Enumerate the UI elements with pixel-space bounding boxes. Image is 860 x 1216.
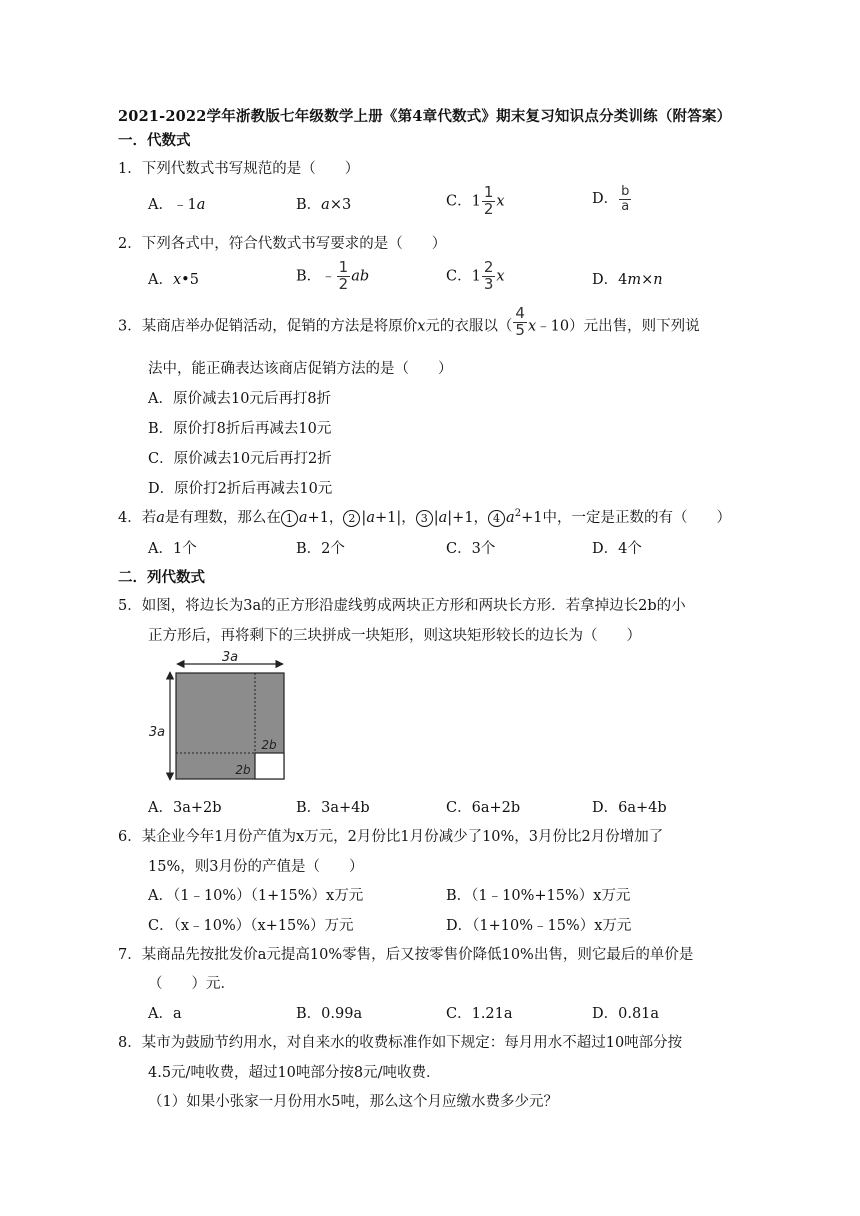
question-6-option-d: D．（1+10%﹣15%）x万元 xyxy=(446,918,632,934)
stem-part: 4．若 xyxy=(118,510,157,526)
question-4-stem: 4．若a是有理数，那么在 1 a+1， 2 |a+1|， 3 |a|+1， 4 $a^2+1$中，一定是正数的有（ ） xyxy=(118,508,731,526)
stem-part: ﹣10）元出售，则下列说 xyxy=(536,318,700,335)
circled-number-2: 2 xyxy=(343,510,360,527)
option-text: ﹣1 xyxy=(172,197,197,213)
fraction-numerator: 1 xyxy=(483,183,494,201)
exponent: 2 xyxy=(514,508,522,520)
left-side-label: 3a xyxy=(148,725,166,740)
option-text: ×3 xyxy=(329,197,352,213)
fraction-denominator: 2 xyxy=(338,274,349,293)
stem-part: 是有理数，那么在 xyxy=(164,510,281,526)
question-5-option-d: D．6a+4b xyxy=(592,800,667,816)
option-label: C． xyxy=(446,268,472,285)
question-8-stem-line-2: 4.5元/吨收费，超过10吨部分按8元/吨收费． xyxy=(148,1065,441,1081)
circled-number-4: 4 xyxy=(488,510,505,527)
stem-part: 元的衣服以（ xyxy=(425,318,513,335)
question-4-option-a: A．1个 xyxy=(148,541,197,557)
fraction-denominator: 3 xyxy=(483,274,494,293)
document-title: 2021-2022学年浙教版七年级数学上册《第4章代数式》期末复习知识点分类训练（附答案） xyxy=(118,108,732,125)
circled-number-1: 1 xyxy=(281,510,298,527)
mixed-number-whole: 1 xyxy=(471,193,481,210)
inner-2b-label: 2b xyxy=(261,738,277,752)
section-heading-algebraic-expressions: 一．代数式 xyxy=(118,132,191,149)
question-6-option-c: C．（x﹣10%）（x+15%）万元 xyxy=(148,918,354,934)
stem-part: |+1， xyxy=(447,510,489,526)
stem-part: +1|， xyxy=(374,510,416,526)
question-1-option-a: A．﹣1a xyxy=(148,197,206,213)
question-3-option-d: D．原价打2折后再减去10元 xyxy=(148,481,333,497)
stem-part: 3．某商店举办促销活动，促销的方法是将原价 xyxy=(118,318,418,335)
question-3-stem: 3．某商店举办促销活动，促销的方法是将原价x元的衣服以（ $\frac{4}{5}$ x﹣10）元出售，则下列说 xyxy=(118,304,700,339)
question-7-option-b: B．0.99a xyxy=(296,1006,363,1022)
question-2-stem: 2．下列各式中，符合代数式书写要求的是（ ） xyxy=(118,236,447,252)
question-4-option-d: D．4个 xyxy=(592,541,642,557)
question-1-stem: 1．下列代数式书写规范的是（ ） xyxy=(118,161,360,177)
option-label: D． xyxy=(592,191,619,208)
option-text: •5 xyxy=(181,272,199,288)
stem-part: +1， xyxy=(307,510,344,526)
question-5-stem: 5．如图，将边长为3a的正方形沿虚线剪成两块正方形和两块长方形．若拿掉边长2b的小 xyxy=(118,598,686,614)
stem-part: | xyxy=(433,510,439,526)
option-text: 4 xyxy=(618,272,628,288)
fraction-denominator: 5 xyxy=(515,320,525,339)
stem-part: | xyxy=(361,510,367,526)
question-2-option-a: A．x•5 xyxy=(148,272,199,288)
question-3-stem-line-2: 法中，能正确表达该商店促销方法的是（ ） xyxy=(148,361,453,377)
question-8-stem: 8．某市为鼓励节约用水，对自来水的收费标准作如下规定：每月用水不超过10吨部分按 xyxy=(118,1035,683,1051)
question-2-option-b: B．﹣ $\frac{1}{2}$ ab xyxy=(296,258,370,293)
top-side-label: 3a xyxy=(221,650,239,665)
question-7-option-a: A．a xyxy=(148,1006,182,1022)
mixed-number-whole: 1 xyxy=(471,268,481,285)
fraction-numerator: 1 xyxy=(338,258,349,276)
fraction-denominator: a xyxy=(621,198,630,214)
option-label: A． xyxy=(148,272,173,288)
removed-small-square xyxy=(255,753,284,779)
fraction xyxy=(337,260,351,293)
question-5-option-c: C．6a+2b xyxy=(446,800,521,816)
question-5-option-b: B．3a+4b xyxy=(296,800,370,816)
question-7-stem: 7．某商品先按批发价a元提高10%零售，后又按零售价降低10%出售，则它最后的单价是 xyxy=(118,947,694,963)
times-sign: × xyxy=(641,272,654,288)
question-1-option-b: B．a×3 xyxy=(296,197,352,213)
question-8-subquestion-1: （1）如果小张家一月份用水5吨，那么这个月应缴水费多少元？ xyxy=(148,1094,558,1110)
question-3-option-c: C．原价减去10元后再打2折 xyxy=(148,451,332,467)
question-4-option-c: C．3个 xyxy=(446,541,496,557)
section-heading-forming-expressions: 二．列代数式 xyxy=(118,569,205,586)
question-6-option-a: A．（1﹣10%）（1+15%）x万元 xyxy=(148,888,364,904)
square-cut-figure xyxy=(146,648,296,783)
option-label: D． xyxy=(592,272,619,288)
fraction-numerator: b xyxy=(621,184,630,199)
fraction-numerator: 2 xyxy=(483,258,494,276)
question-1-option-c: C．1 $\frac{1}{2}$ x xyxy=(446,183,505,218)
fraction xyxy=(482,260,496,293)
question-6-stem-line-2: 15%，则3月份的产值是（ ） xyxy=(148,859,364,875)
option-label: B． xyxy=(296,197,322,213)
stem-part: +1中，一定是正数的有（ ） xyxy=(521,510,731,526)
question-3-option-b: B．原价打8折后再减去10元 xyxy=(148,421,332,437)
option-label: A． xyxy=(148,197,173,213)
question-6-stem: 6．某企业今年1月份产值为x万元，2月份比1月份减少了10%，3月份比2月份增加了 xyxy=(118,829,664,845)
minus-sign: ﹣ xyxy=(321,268,336,285)
question-2-option-c: C．1 $\frac{2}{3}$ x xyxy=(446,258,505,293)
fraction-numerator: 4 xyxy=(515,304,525,322)
question-7-option-c: C．1.21a xyxy=(446,1006,513,1022)
fraction-denominator: 2 xyxy=(483,199,494,218)
question-2-option-d: D．4m×n xyxy=(592,272,663,288)
question-4-option-b: B．2个 xyxy=(296,541,345,557)
question-1-option-d xyxy=(592,185,632,213)
question-3-option-a: A．原价减去10元后再打8折 xyxy=(148,391,332,407)
square-cut-diagram xyxy=(146,648,296,783)
bottom-2b-label: 2b xyxy=(235,763,251,777)
fraction xyxy=(513,306,527,339)
fraction xyxy=(619,185,631,213)
circled-number-3: 3 xyxy=(416,510,433,527)
question-7-option-d: D．0.81a xyxy=(592,1006,660,1022)
question-5-stem-line-2: 正方形后，再将剩下的三块拼成一块矩形，则这块矩形较长的边长为（ ） xyxy=(148,628,641,644)
option-label: C． xyxy=(446,193,472,210)
question-6-option-b: B．（1﹣10%+15%）x万元 xyxy=(446,888,631,904)
fraction xyxy=(482,185,496,218)
option-label: B． xyxy=(296,268,322,285)
question-7-stem-line-2: （ ）元． xyxy=(148,976,235,992)
question-5-option-a: A．3a+2b xyxy=(148,800,222,816)
